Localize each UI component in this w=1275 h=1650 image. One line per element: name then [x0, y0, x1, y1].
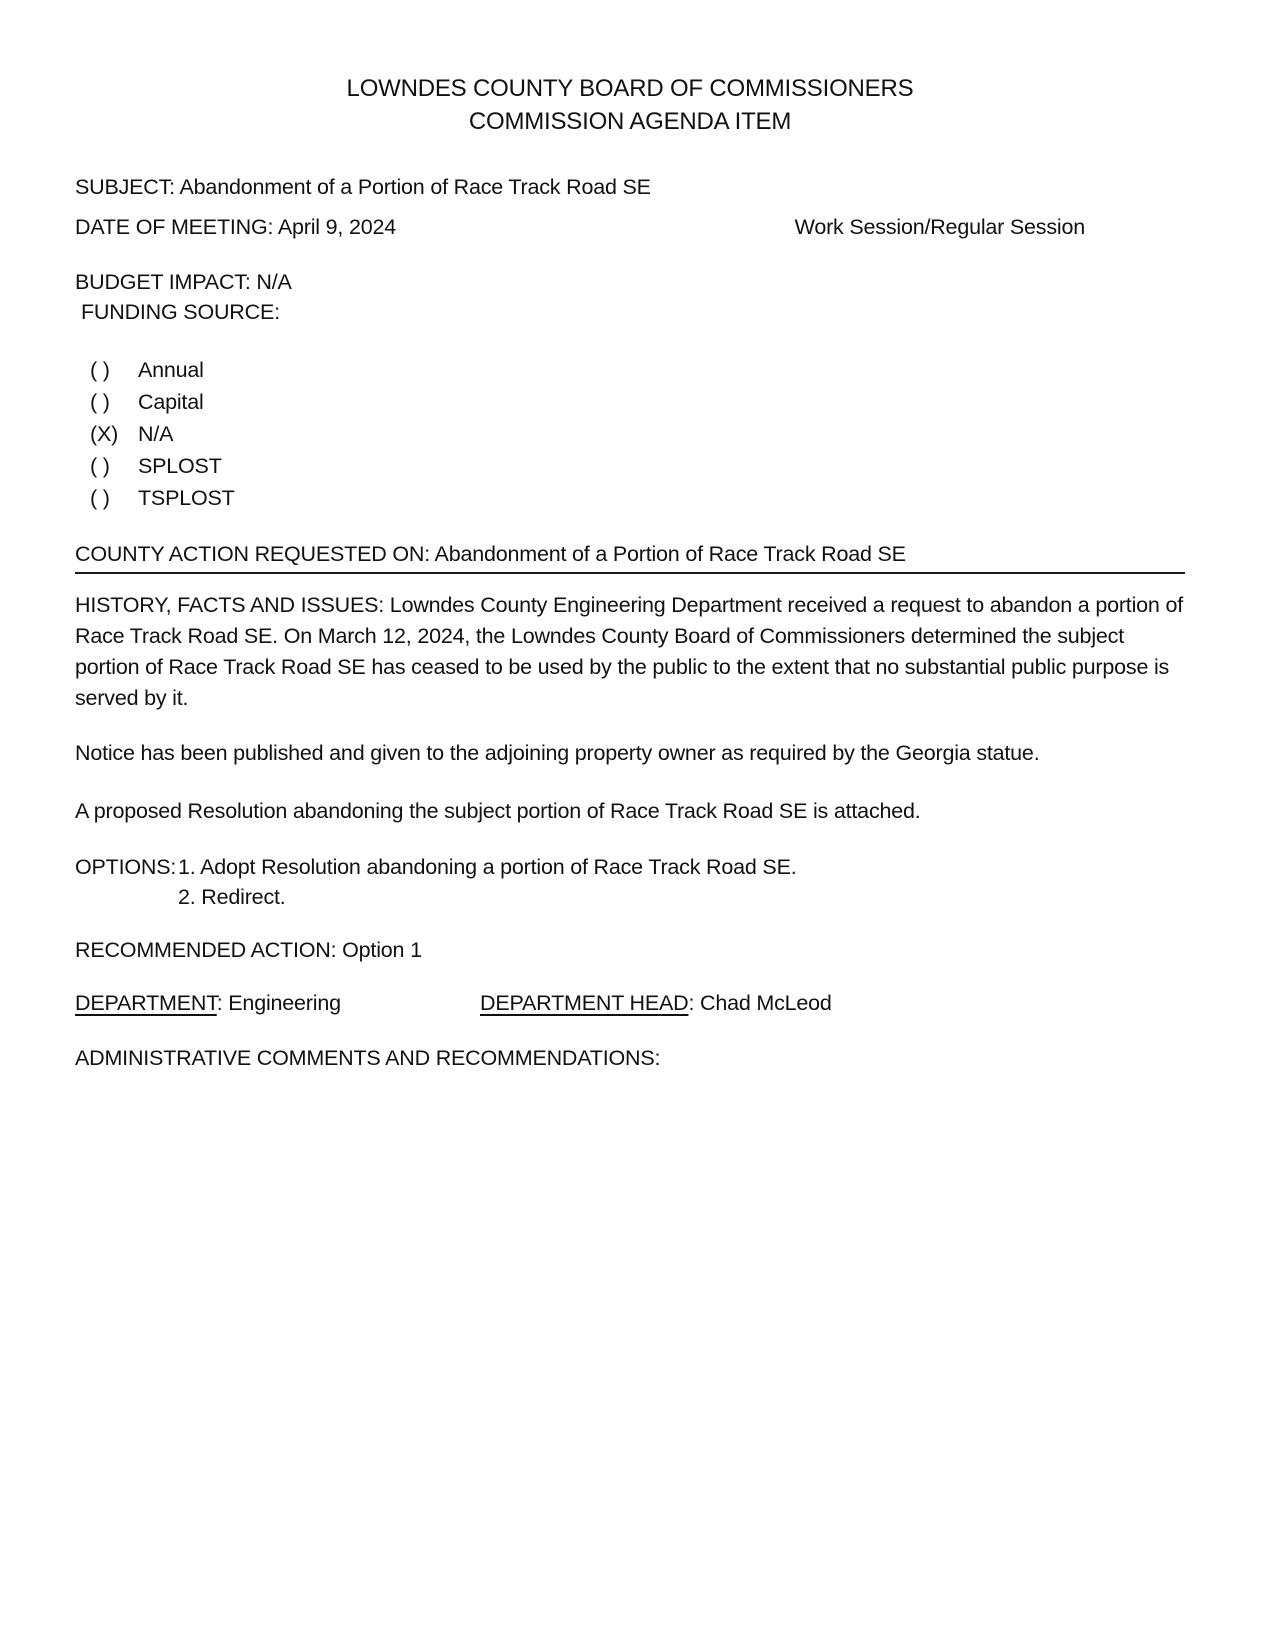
resolution-paragraph: A proposed Resolution abandoning the subject portion of Race Track Road SE is attached. [75, 799, 921, 823]
session-type: Work Session/Regular Session [794, 215, 1085, 239]
option-2: 2. Redirect. [178, 885, 286, 909]
options-section [75, 852, 1185, 912]
funding-option-label: Annual [138, 358, 204, 382]
funding-option-na [90, 418, 1185, 450]
checkbox-mark-splost: ( ) [90, 454, 110, 478]
checkbox-mark-annual: ( ) [90, 358, 110, 382]
notice-paragraph: Notice has been published and given to the adjoining property owner as required by the Georgia statue. [75, 741, 1040, 765]
funding-option-annual [90, 354, 1185, 386]
options-list [178, 852, 796, 912]
option-1: 1. Adopt Resolution abandoning a portion of Race Track Road SE. [178, 855, 797, 879]
funding-option-label: N/A [138, 422, 174, 446]
funding-option-capital [90, 386, 1185, 418]
administrative-comments-line: ADMINISTRATIVE COMMENTS AND RECOMMENDATIONS: [75, 1046, 661, 1070]
funding-option-splost [90, 450, 1185, 482]
department-head-value: : Chad McLeod [688, 991, 832, 1015]
subject-line: SUBJECT: Abandonment of a Portion of Race Track Road SE [75, 175, 651, 199]
title-line-1: LOWNDES COUNTY BOARD OF COMMISSIONERS [346, 75, 914, 102]
checkbox-mark-capital: ( ) [90, 390, 110, 414]
history-facts-issues-paragraph: HISTORY, FACTS AND ISSUES: Lowndes County Engineering Department received a request to abandon a portion of Race Track Road SE. On March 12, 2024, the Lowndes County Board of Commissioners determined the subject portion of Race Track Road SE has ceased to be used by the public to the extent that no substantial public purpose is served by it. [75, 593, 1183, 710]
budget-impact-line: BUDGET IMPACT: N/A [75, 270, 292, 294]
department-head-line [480, 988, 832, 1018]
funding-option-label: TSPLOST [138, 486, 235, 510]
date-row [75, 212, 1185, 242]
funding-source-label: FUNDING SOURCE: [81, 300, 280, 324]
funding-option-label: SPLOST [138, 454, 222, 478]
funding-option-label: Capital [138, 390, 204, 414]
title-line-2: COMMISSION AGENDA ITEM [468, 108, 792, 135]
funding-options-list [75, 354, 1185, 514]
department-row [75, 988, 1185, 1018]
options-label: OPTIONS: [75, 855, 177, 879]
recommended-action-line: RECOMMENDED ACTION: Option 1 [75, 938, 422, 962]
checkbox-mark-na-checked: (X) [90, 422, 119, 446]
funding-option-tsplost [90, 482, 1185, 514]
department-line [75, 988, 480, 1018]
date-of-meeting: DATE OF MEETING: April 9, 2024 [75, 215, 396, 239]
department-label: DEPARTMENT [75, 991, 217, 1015]
document-title [75, 72, 1185, 138]
checkbox-mark-tsplost: ( ) [90, 486, 110, 510]
department-head-label: DEPARTMENT HEAD [480, 991, 689, 1015]
department-value: : Engineering [216, 991, 341, 1015]
county-action-requested-line: COUNTY ACTION REQUESTED ON: Abandonment of a Portion of Race Track Road SE [75, 539, 1185, 574]
